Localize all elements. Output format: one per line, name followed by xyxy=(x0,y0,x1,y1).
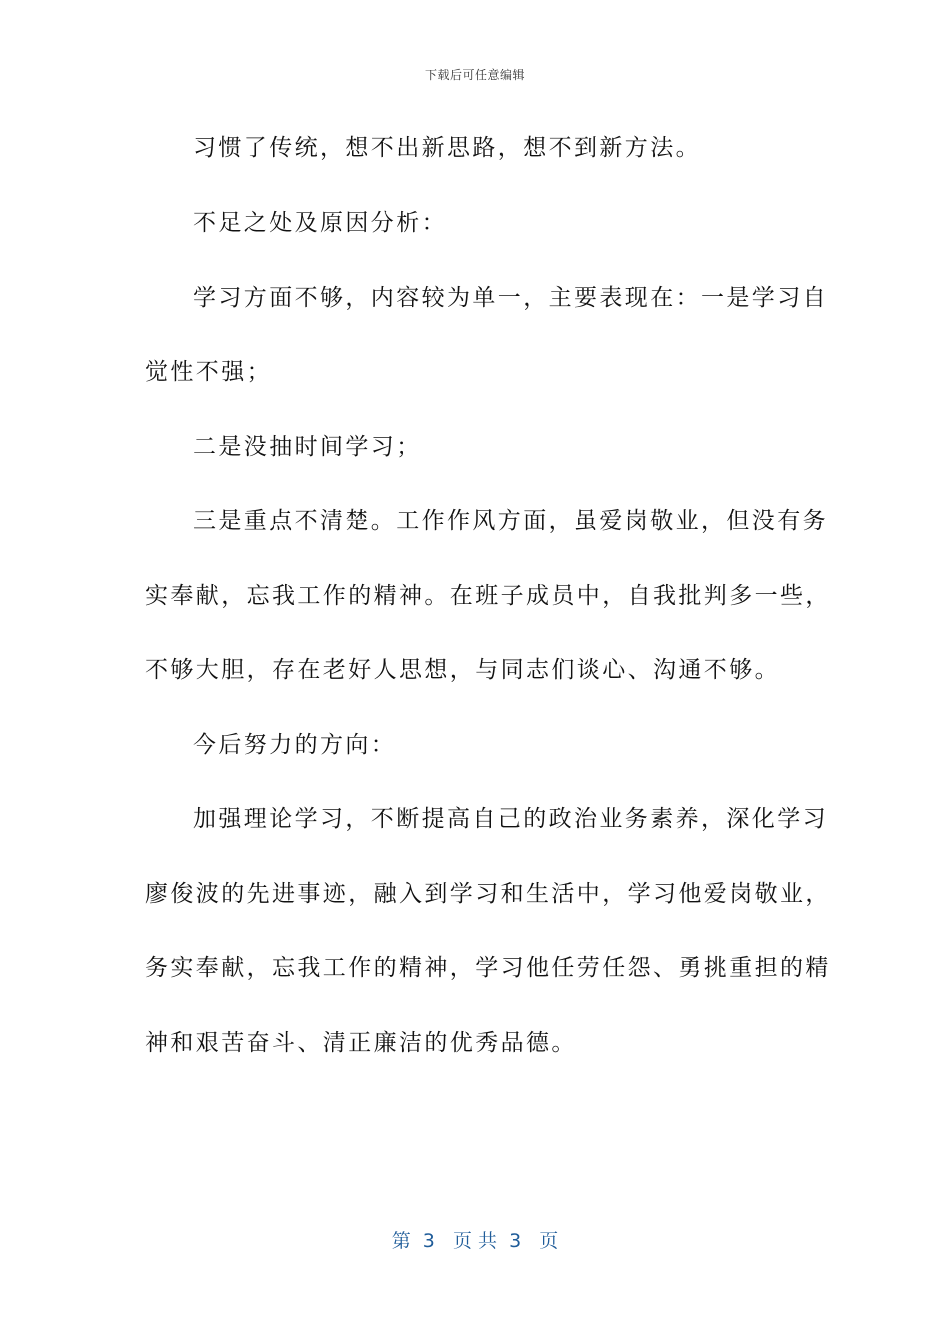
page-number-footer: 第 3 页 共 3 页 xyxy=(391,1230,559,1252)
paragraph-line: 二是没抽时间学习； xyxy=(193,434,422,460)
header-note: 下载后可任意编辑 xyxy=(424,68,525,82)
paragraph-line: 不够大胆，存在老好人思想，与同志们谈心、沟通不够。 xyxy=(145,657,780,683)
paragraph-line: 务实奉献，忘我工作的精神，学习他任劳任怨、勇挑重担的精 xyxy=(145,955,831,981)
paragraph-line: 神和艰苦奋斗、清正廉洁的优秀品德。 xyxy=(145,1030,577,1056)
section-heading: 今后努力的方向： xyxy=(193,732,397,758)
paragraph-line: 觉性不强； xyxy=(145,359,272,385)
paragraph-line: 加强理论学习，不断提高自己的政治业务素养，深化学习 xyxy=(193,806,828,832)
paragraph-line: 学习方面不够，内容较为单一，主要表现在：一是学习自 xyxy=(193,285,828,311)
paragraph-line: 实奉献，忘我工作的精神。在班子成员中，自我批判多一些， xyxy=(145,583,831,609)
paragraph-line: 廖俊波的先进事迹，融入到学习和生活中，学习他爱岗敬业， xyxy=(145,881,831,907)
section-heading: 不足之处及原因分析： xyxy=(193,210,447,236)
paragraph-line: 三是重点不清楚。工作作风方面，虽爱岗敬业，但没有务 xyxy=(193,508,828,534)
paragraph-line: 习惯了传统，想不出新思路，想不到新方法。 xyxy=(193,135,701,161)
